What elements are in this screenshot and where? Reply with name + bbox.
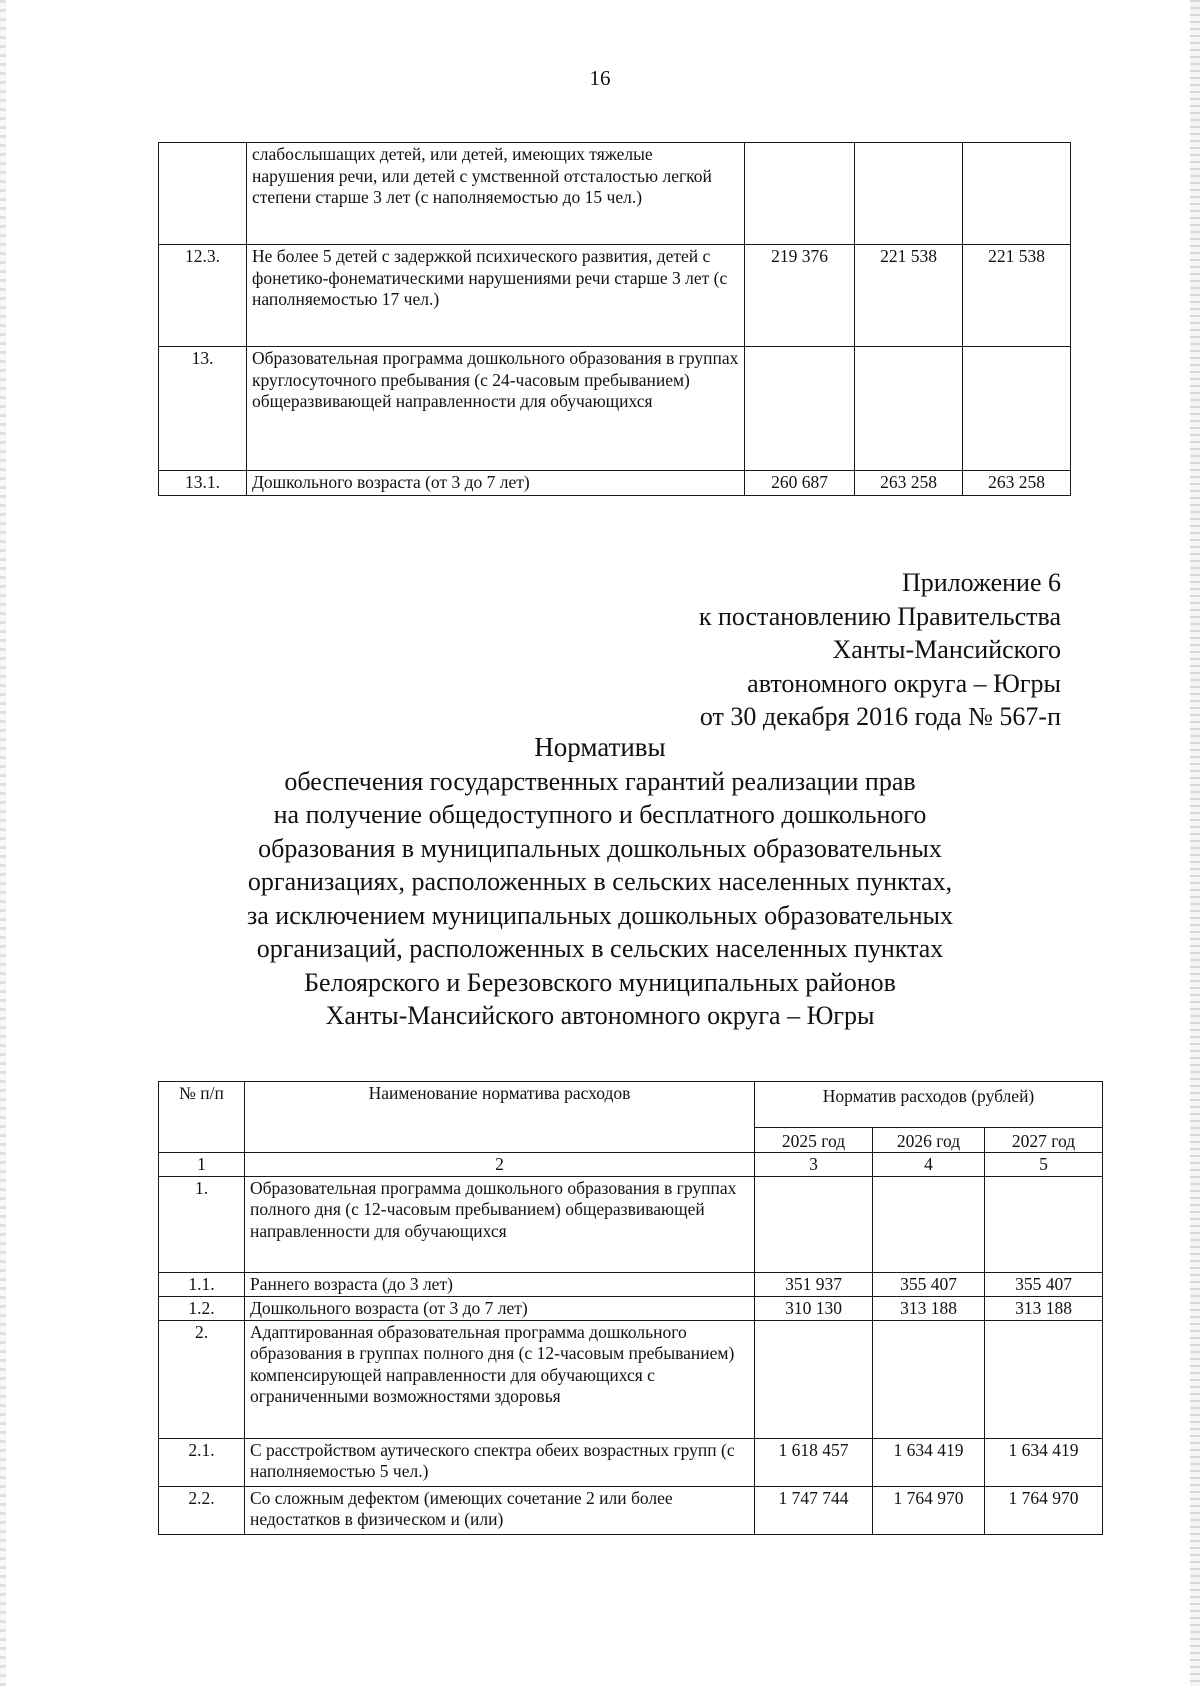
appendix-line: к постановлению Правительства bbox=[698, 601, 1061, 631]
value-2025 bbox=[745, 143, 855, 245]
title-line: организаций, расположенных в сельских населенных пунктах bbox=[256, 934, 944, 963]
index-cell: 4 bbox=[873, 1153, 985, 1177]
row-number bbox=[159, 143, 247, 245]
header-number: № п/п bbox=[159, 1082, 245, 1153]
appendix-line: автономного округа – Югры bbox=[747, 668, 1061, 698]
value-2027 bbox=[963, 347, 1071, 471]
appendix-line: Ханты-Мансийского bbox=[832, 635, 1061, 664]
row-name: Адаптированная образовательная программа дошкольного образования в группах полного дня (с 12-часовым пребыванием) компенсирующей направленности для обучающихся с ограниченными возможностями здоровья bbox=[245, 1320, 755, 1438]
row-number: 13. bbox=[159, 347, 247, 471]
row-name: Со сложным дефектом (имеющих сочетание 2 или более недостатков в физическом и (или) bbox=[245, 1486, 755, 1534]
index-cell: 2 bbox=[245, 1153, 755, 1177]
value-2027 bbox=[985, 1320, 1103, 1438]
row-name: Дошкольного возраста (от 3 до 7 лет) bbox=[247, 471, 745, 496]
value-2027: 313 188 bbox=[985, 1296, 1103, 1320]
value-2025: 1 618 457 bbox=[755, 1438, 873, 1486]
table-row bbox=[159, 1272, 1103, 1296]
page-number: 16 bbox=[589, 66, 611, 90]
appendix-line: Приложение 6 bbox=[901, 568, 1061, 597]
normatives-table bbox=[158, 1081, 1103, 1535]
scan-edge-left bbox=[0, 0, 6, 1686]
value-2026 bbox=[873, 1320, 985, 1438]
value-2026: 263 258 bbox=[855, 471, 963, 496]
table-row bbox=[159, 347, 1071, 471]
title-line: Ханты-Мансийского автономного округа – Югры bbox=[325, 1001, 875, 1030]
value-2027: 263 258 bbox=[963, 471, 1071, 496]
title-line: образования в муниципальных дошкольных образовательных bbox=[258, 833, 942, 863]
table-row bbox=[159, 1320, 1103, 1438]
table-row bbox=[159, 471, 1071, 496]
appendix-line: от 30 декабря 2016 года № 567-п bbox=[699, 702, 1061, 731]
value-2025: 1 747 744 bbox=[755, 1486, 873, 1534]
index-cell: 3 bbox=[755, 1153, 873, 1177]
value-2025 bbox=[755, 1176, 873, 1272]
row-name: С расстройством аутического спектра обеих возрастных групп (с наполняемостью 5 чел.) bbox=[245, 1438, 755, 1486]
row-number: 13.1. bbox=[159, 471, 247, 496]
table-row bbox=[159, 143, 1071, 245]
value-2027: 221 538 bbox=[963, 245, 1071, 347]
table-row bbox=[159, 1438, 1103, 1486]
value-2026: 1 764 970 bbox=[873, 1486, 985, 1534]
index-row bbox=[159, 1153, 1103, 1177]
header-year-2026: 2026 год bbox=[873, 1128, 985, 1153]
value-2025 bbox=[755, 1320, 873, 1438]
row-name: Не более 5 детей с задержкой психического развития, детей с фонетико-фонематическими нарушениями речи старше 3 лет (с наполняемостью 17 чел.) bbox=[247, 245, 745, 347]
row-number: 2.1. bbox=[159, 1438, 245, 1486]
header-row bbox=[159, 1082, 1103, 1128]
value-2025: 310 130 bbox=[755, 1296, 873, 1320]
value-2027: 355 407 bbox=[985, 1272, 1103, 1296]
title-line: за исключением муниципальных дошкольных образовательных bbox=[247, 900, 953, 930]
value-2027 bbox=[963, 143, 1071, 245]
value-2025 bbox=[745, 347, 855, 471]
row-name: Образовательная программа дошкольного образования в группах полного дня (с 12-часовым пребыванием) общеразвивающей направленности для обучающихся bbox=[245, 1176, 755, 1272]
value-2026: 355 407 bbox=[873, 1272, 985, 1296]
header-name: Наименование норматива расходов bbox=[245, 1082, 755, 1153]
row-number: 2.2. bbox=[159, 1486, 245, 1534]
document-title bbox=[150, 731, 1050, 1033]
scan-edge-right bbox=[1190, 0, 1200, 1686]
continuation-table bbox=[158, 142, 1071, 496]
row-number: 1.1. bbox=[159, 1272, 245, 1296]
title-line: Белоярского и Березовского муниципальных районов bbox=[304, 967, 896, 997]
table-row bbox=[159, 1296, 1103, 1320]
row-name: Образовательная программа дошкольного образования в группах круглосуточного пребывания (с 24-часовым пребыванием) общеразвивающей направленности для обучающихся bbox=[247, 347, 745, 471]
title-line: организациях, расположенных в сельских населенных пунктах, bbox=[247, 867, 953, 896]
index-cell: 1 bbox=[159, 1153, 245, 1177]
value-2026: 1 634 419 bbox=[873, 1438, 985, 1486]
value-2026 bbox=[873, 1176, 985, 1272]
row-number: 1.2. bbox=[159, 1296, 245, 1320]
row-name: Дошкольного возраста (от 3 до 7 лет) bbox=[245, 1296, 755, 1320]
title-line: на получение общедоступного и бесплатного дошкольного bbox=[273, 800, 927, 829]
appendix-reference bbox=[699, 566, 1061, 734]
value-2025: 219 376 bbox=[745, 245, 855, 347]
title-line: обеспечения государственных гарантий реализации прав bbox=[284, 766, 916, 796]
table-row bbox=[159, 245, 1071, 347]
table-row bbox=[159, 1176, 1103, 1272]
row-number: 12.3. bbox=[159, 245, 247, 347]
row-name: Раннего возраста (до 3 лет) bbox=[245, 1272, 755, 1296]
value-2026 bbox=[855, 347, 963, 471]
value-2025: 260 687 bbox=[745, 471, 855, 496]
value-2027: 1 764 970 bbox=[985, 1486, 1103, 1534]
table-row bbox=[159, 1486, 1103, 1534]
header-norm: Норматив расходов (рублей) bbox=[755, 1082, 1103, 1128]
row-name: слабослышащих детей, или детей, имеющих тяжелые нарушения речи, или детей с умственной отсталостью легкой степени старше 3 лет (с наполняемостью до 15 чел.) bbox=[247, 143, 745, 245]
value-2026: 221 538 bbox=[855, 245, 963, 347]
index-cell: 5 bbox=[985, 1153, 1103, 1177]
title-heading: Нормативы bbox=[534, 732, 666, 762]
value-2025: 351 937 bbox=[755, 1272, 873, 1296]
value-2027: 1 634 419 bbox=[985, 1438, 1103, 1486]
header-year-2027: 2027 год bbox=[985, 1128, 1103, 1153]
row-number: 1. bbox=[159, 1176, 245, 1272]
value-2026: 313 188 bbox=[873, 1296, 985, 1320]
value-2027 bbox=[985, 1176, 1103, 1272]
value-2026 bbox=[855, 143, 963, 245]
header-year-2025: 2025 год bbox=[755, 1128, 873, 1153]
row-number: 2. bbox=[159, 1320, 245, 1438]
